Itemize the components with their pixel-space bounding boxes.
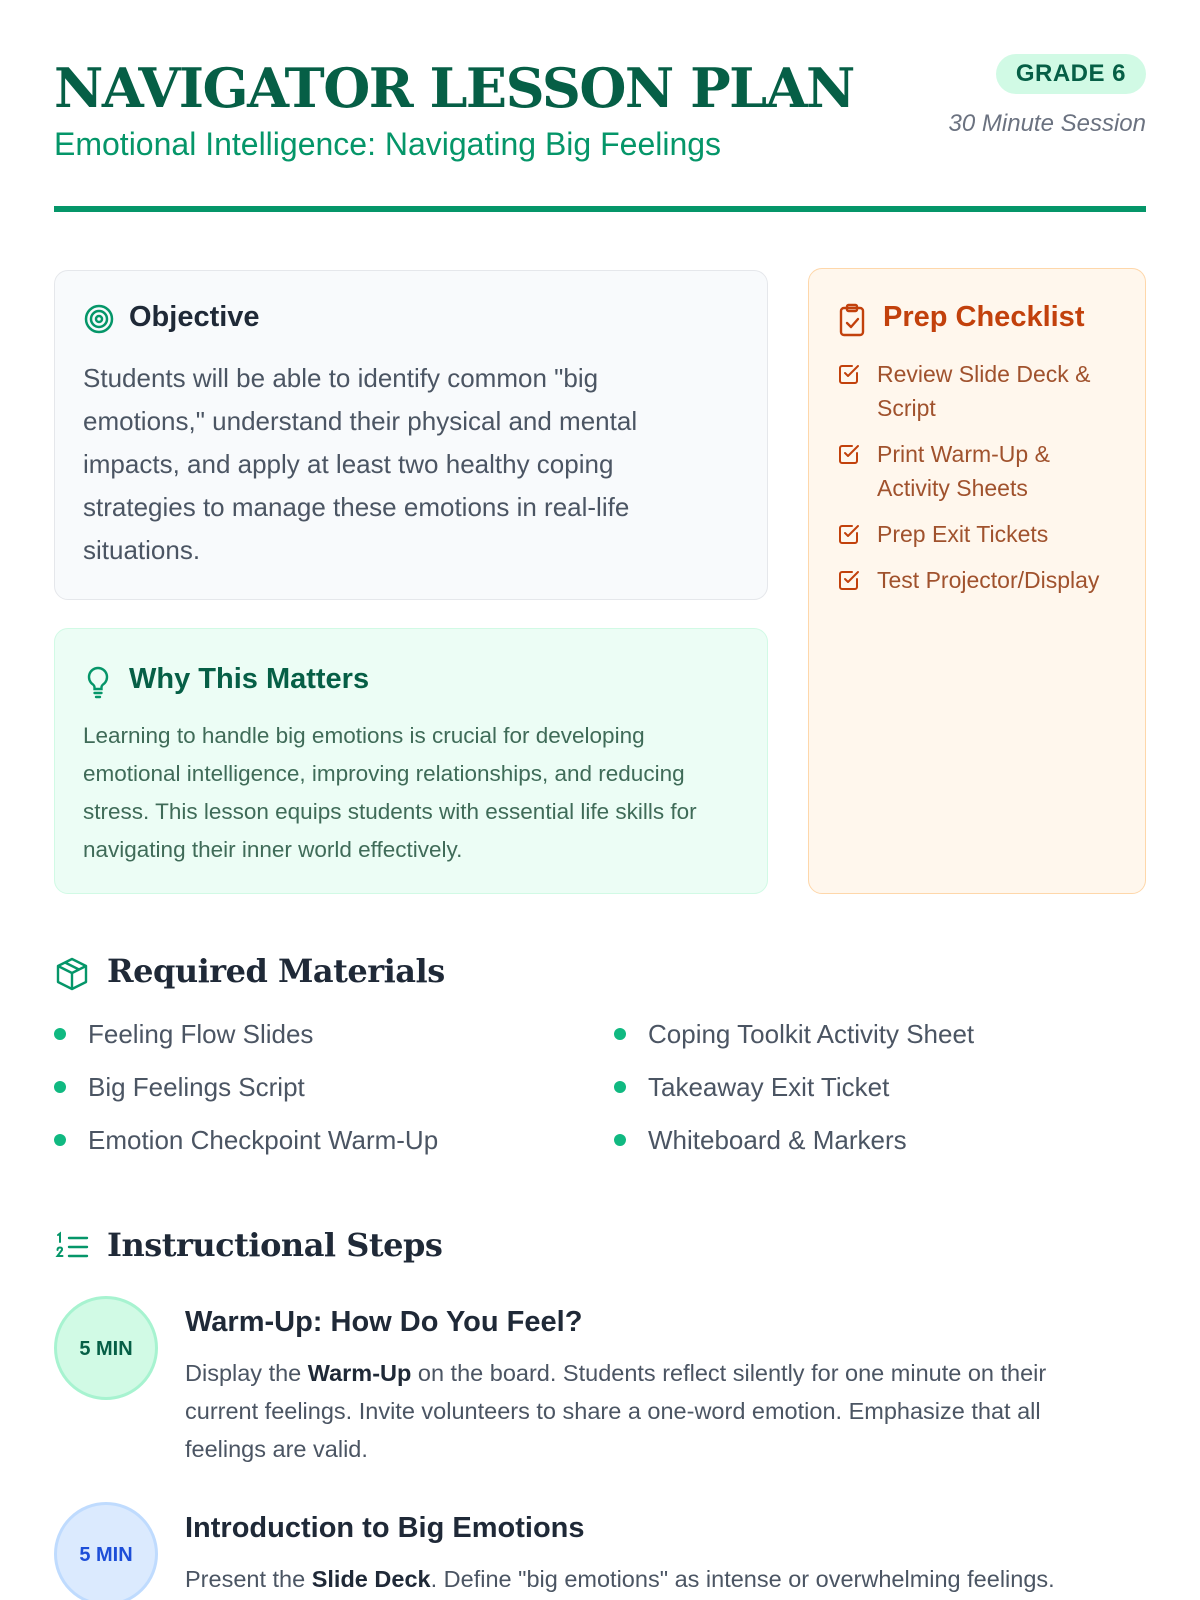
prep-item[interactable]: [837, 517, 1127, 551]
step-description: Present the Slide Deck. Define "big emotions" as intense or overwhelming feelings.: [185, 1566, 1055, 1592]
step-title: Warm-Up: How Do You Feel?: [185, 1306, 583, 1338]
objective-card: [54, 270, 768, 600]
prep-heading: Prep Checklist: [883, 301, 1085, 333]
step-emphasis: Slide Deck: [311, 1566, 431, 1592]
material-item: Takeaway Exit Ticket: [614, 1071, 1154, 1124]
prep-item-label: Test Projector/Display: [877, 567, 1100, 593]
prep-item[interactable]: [837, 563, 1127, 597]
header: [54, 52, 1146, 212]
why-text: Learning to handle big emotions is crucial for developing emotional intelligence, improving relationships, and reducing stress. This lesson equips students with essential life skills for navigating their inner world effectively.: [83, 723, 697, 862]
session-length: 30 Minute Session: [948, 110, 1146, 137]
package-icon: [54, 956, 90, 997]
prep-item[interactable]: [837, 437, 1127, 505]
step-title: Introduction to Big Emotions: [185, 1512, 585, 1544]
material-item: Coping Toolkit Activity Sheet: [614, 1018, 1154, 1071]
materials-heading: Required Materials: [107, 952, 445, 990]
lightbulb-icon: [83, 665, 113, 704]
material-item: Whiteboard & Markers: [614, 1124, 1154, 1177]
target-icon: [83, 303, 115, 340]
material-item: Feeling Flow Slides: [54, 1018, 594, 1071]
material-item: Big Feelings Script: [54, 1071, 594, 1124]
grade-badge: GRADE 6: [996, 54, 1146, 94]
header-divider: [54, 206, 1146, 212]
numbered-list-icon: [54, 1230, 90, 1269]
prep-list: [837, 357, 1127, 609]
material-item: Emotion Checkpoint Warm-Up: [54, 1124, 594, 1177]
clipboard-check-icon: [837, 303, 867, 342]
step-description: Display the Warm-Up on the board. Students reflect silently for one minute on their current feelings. Invite volunteers to share a one-word emotion. Emphasize that all feelings are valid.: [185, 1360, 1047, 1462]
prep-checklist-card: [808, 268, 1146, 894]
step-duration-badge: 5 MIN: [54, 1502, 158, 1600]
objective-text: Students will be able to identify common "big emotions," understand their physical and mental impacts, and apply at least two healthy coping strategies to manage these emotions in real-life situations.: [83, 363, 638, 565]
why-this-matters-card: [54, 628, 768, 894]
materials-list: [54, 1018, 1146, 1178]
prep-item-label: Print Warm-Up & Activity Sheets: [877, 441, 1050, 501]
page-title: NAVIGATOR LESSON PLAN: [54, 56, 854, 120]
materials-column-right: [614, 1018, 1154, 1177]
checkbox-icon: [837, 441, 861, 475]
checkbox-icon: [837, 521, 861, 555]
lesson-plan-page: [54, 0, 1146, 1600]
objective-heading: Objective: [129, 301, 260, 333]
page-subtitle: Emotional Intelligence: Navigating Big Feelings: [54, 126, 722, 162]
prep-item-label: Prep Exit Tickets: [877, 521, 1049, 547]
steps-heading: Instructional Steps: [107, 1226, 443, 1264]
checkbox-icon: [837, 567, 861, 601]
prep-item-label: Review Slide Deck & Script: [877, 361, 1091, 421]
step-duration-badge: 5 MIN: [54, 1296, 158, 1400]
prep-item[interactable]: [837, 357, 1127, 425]
materials-column-left: [54, 1018, 594, 1177]
checkbox-icon: [837, 361, 861, 395]
step-emphasis: Warm-Up: [307, 1360, 412, 1386]
why-heading: Why This Matters: [129, 663, 370, 695]
